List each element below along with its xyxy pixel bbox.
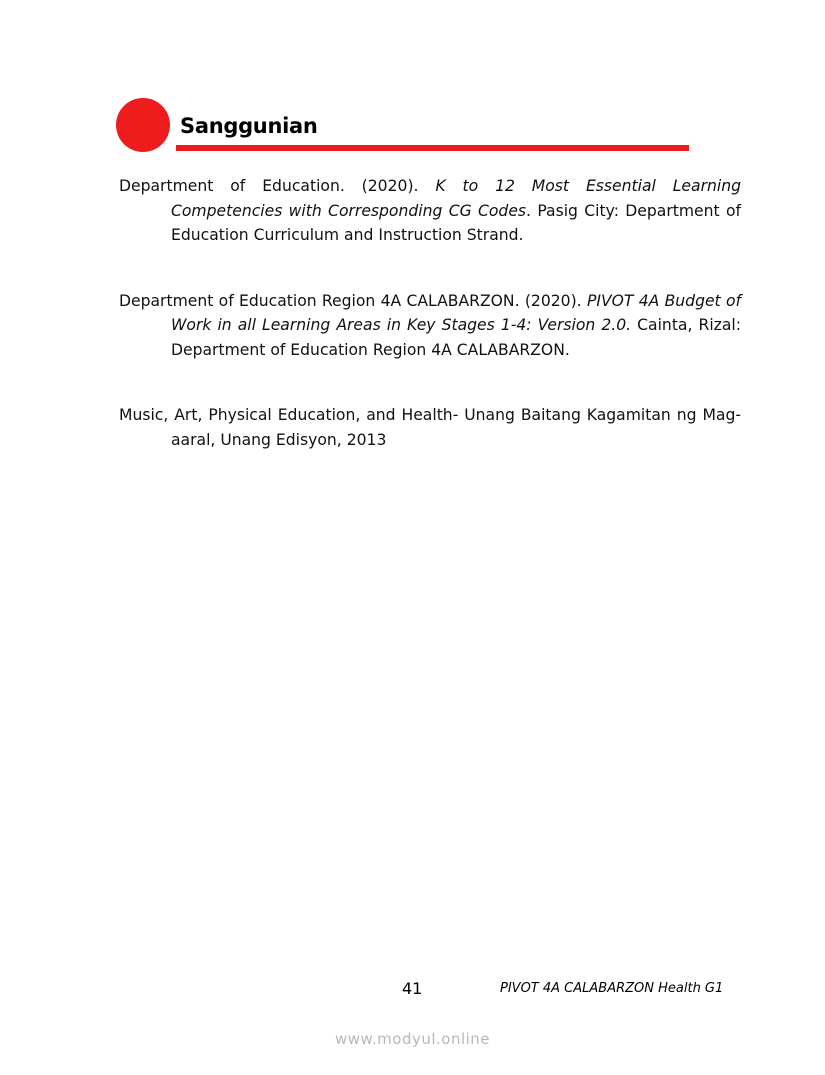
reference-prefix: Department of Education Region 4A CALABARZON. (2020). [119, 291, 587, 310]
section-bullet-circle [116, 98, 170, 152]
reference-suffix: . Pasig City: Department of Education Curriculum and Instruction Strand. [171, 201, 741, 244]
section-underline-bar [176, 145, 689, 151]
reference-prefix: Music, Art, Physical Education, and Health- Unang Baitang Kagamitan ng Mag-aaral, Unang Edisyon, 2013 [119, 406, 741, 449]
reference-item [119, 174, 741, 248]
section-title: Sanggunian [180, 114, 318, 138]
reference-title: PIVOT 4A Budget of Work in all Learning Areas in Key Stages 1-4: Version 2.0. [171, 291, 741, 334]
reference-item [119, 403, 741, 452]
reference-list [119, 174, 741, 452]
reference-title: K to 12 Most Essential Learning Competencies with Corresponding CG Codes [171, 177, 741, 220]
reference-suffix: Cainta, Rizal: Department of Education Region 4A CALABARZON. [171, 316, 742, 359]
reference-item [119, 289, 741, 363]
page-number: 41 [402, 979, 423, 998]
footer-title: PIVOT 4A CALABARZON Health G1 [500, 981, 724, 996]
reference-prefix: Department of Education. (2020). [119, 177, 436, 195]
watermark: www.modyul.online [334, 1030, 491, 1048]
